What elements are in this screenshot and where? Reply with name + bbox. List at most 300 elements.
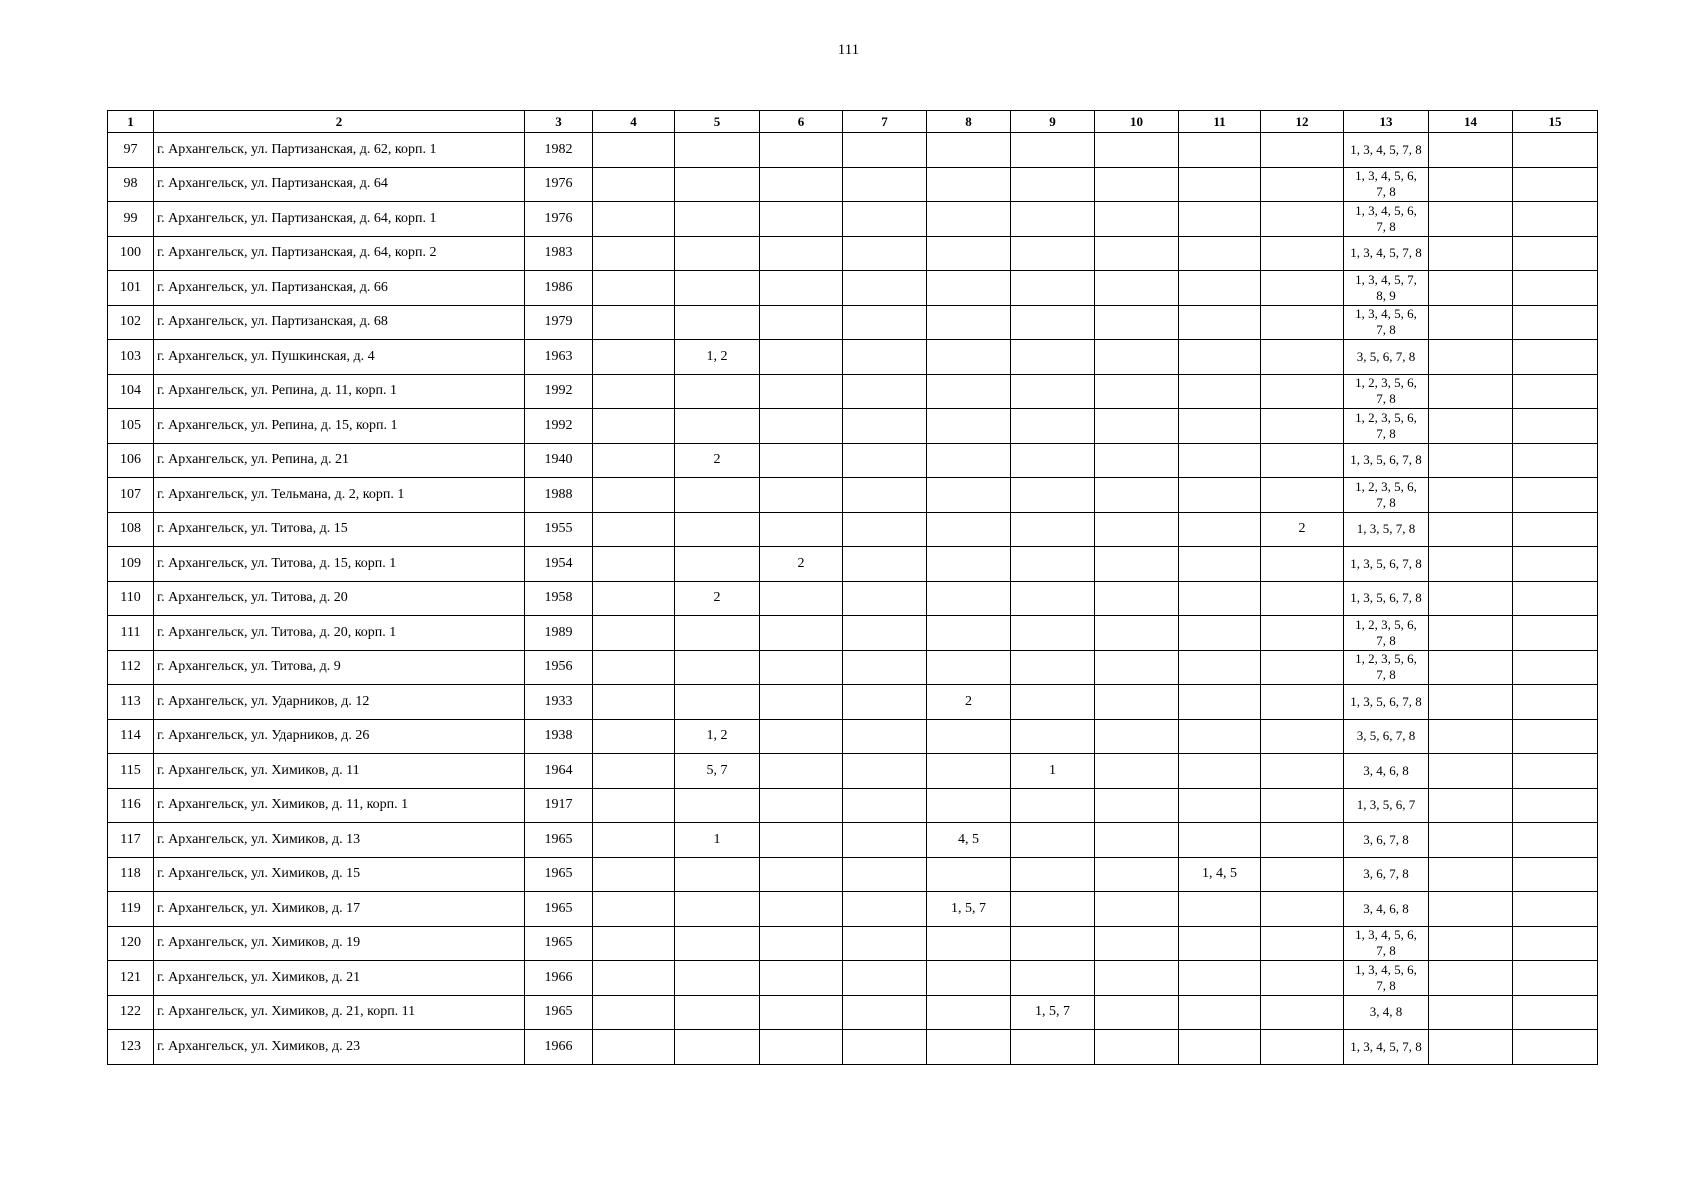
row-number-cell: 121: [108, 961, 154, 996]
col13-value: 1, 3, 4, 5, 7, 8: [1350, 245, 1422, 261]
col14-cell: [1429, 167, 1513, 202]
col12-cell: [1261, 961, 1344, 996]
col14-cell: [1429, 547, 1513, 582]
row-number-cell: 118: [108, 857, 154, 892]
col7-cell: [843, 409, 927, 444]
year-cell: 1954: [525, 547, 593, 582]
col8-cell: [927, 236, 1011, 271]
col13-value: 1, 3, 4, 5, 6, 7, 8: [1355, 306, 1417, 338]
col9-cell: [1011, 650, 1095, 685]
col13-value: 3, 4, 6, 8: [1363, 900, 1409, 916]
col10-cell: [1095, 1030, 1179, 1065]
col8-cell: 2: [927, 685, 1011, 720]
col9-cell: [1011, 202, 1095, 237]
col11-cell: [1179, 754, 1261, 789]
col12-cell: [1261, 581, 1344, 616]
col15-cell: [1513, 995, 1598, 1030]
col15-cell: [1513, 857, 1598, 892]
col9-cell: [1011, 443, 1095, 478]
col8-cell: [927, 650, 1011, 685]
col14-cell: [1429, 202, 1513, 237]
col7-cell: [843, 754, 927, 789]
col8-cell: 4, 5: [927, 823, 1011, 858]
col10-cell: [1095, 236, 1179, 271]
col14-cell: [1429, 512, 1513, 547]
col13-value: 1, 3, 4, 5, 7, 8: [1350, 141, 1422, 157]
row-number-cell: 110: [108, 581, 154, 616]
col4-cell: [593, 167, 675, 202]
year-cell: 1933: [525, 685, 593, 720]
col14-cell: [1429, 1030, 1513, 1065]
table-row: [108, 1030, 1598, 1065]
col14-cell: [1429, 340, 1513, 375]
column-header: 2: [154, 111, 525, 133]
col15-cell: [1513, 478, 1598, 513]
col15-cell: [1513, 961, 1598, 996]
col14-cell: [1429, 995, 1513, 1030]
address-cell: г. Архангельск, ул. Титова, д. 15: [154, 512, 525, 547]
col12-cell: [1261, 857, 1344, 892]
col10-cell: [1095, 271, 1179, 306]
col5-cell: [675, 547, 760, 582]
col13-value: 3, 4, 8: [1369, 1004, 1403, 1020]
col10-cell: [1095, 202, 1179, 237]
row-number-cell: 104: [108, 374, 154, 409]
col5-cell: [675, 374, 760, 409]
col4-cell: [593, 443, 675, 478]
col9-cell: [1011, 236, 1095, 271]
col8-cell: [927, 305, 1011, 340]
col10-cell: [1095, 340, 1179, 375]
col6-cell: [760, 133, 843, 168]
col13-value: 1, 3, 4, 5, 6, 7, 8: [1355, 927, 1417, 959]
col8-cell: [927, 754, 1011, 789]
col6-cell: [760, 961, 843, 996]
column-header: 8: [927, 111, 1011, 133]
header-row: [108, 111, 1598, 133]
col4-cell: [593, 236, 675, 271]
col12-cell: [1261, 374, 1344, 409]
col14-cell: [1429, 754, 1513, 789]
col14-cell: [1429, 478, 1513, 513]
col10-cell: [1095, 892, 1179, 927]
table-row: [108, 754, 1598, 789]
column-header: 15: [1513, 111, 1598, 133]
col14-cell: [1429, 374, 1513, 409]
col12-cell: [1261, 202, 1344, 237]
col9-cell: [1011, 581, 1095, 616]
table-row: [108, 650, 1598, 685]
col7-cell: [843, 305, 927, 340]
column-header: 6: [760, 111, 843, 133]
col6-cell: [760, 1030, 843, 1065]
col15-cell: [1513, 892, 1598, 927]
table-row: [108, 961, 1598, 996]
row-number-cell: 122: [108, 995, 154, 1030]
col11-cell: [1179, 547, 1261, 582]
col13-cell: [1344, 650, 1429, 685]
address-cell: г. Архангельск, ул. Химиков, д. 21, корп. 11: [154, 995, 525, 1030]
col8-cell: [927, 719, 1011, 754]
col11-cell: [1179, 719, 1261, 754]
year-cell: 1938: [525, 719, 593, 754]
col5-cell: [675, 995, 760, 1030]
table-row: [108, 236, 1598, 271]
col5-cell: [675, 926, 760, 961]
col13-cell: [1344, 1030, 1429, 1065]
col13-cell: [1344, 547, 1429, 582]
col13-cell: [1344, 857, 1429, 892]
col4-cell: [593, 581, 675, 616]
col6-cell: [760, 167, 843, 202]
col12-cell: [1261, 236, 1344, 271]
col13-cell: [1344, 167, 1429, 202]
col5-cell: 1, 2: [675, 340, 760, 375]
address-cell: г. Архангельск, ул. Партизанская, д. 68: [154, 305, 525, 340]
col13-cell: [1344, 202, 1429, 237]
col6-cell: [760, 995, 843, 1030]
col9-cell: [1011, 685, 1095, 720]
row-number-cell: 105: [108, 409, 154, 444]
col12-cell: [1261, 271, 1344, 306]
col10-cell: [1095, 547, 1179, 582]
col6-cell: [760, 236, 843, 271]
row-number-cell: 102: [108, 305, 154, 340]
year-cell: 1979: [525, 305, 593, 340]
year-cell: 1965: [525, 926, 593, 961]
col5-cell: [675, 133, 760, 168]
col12-cell: [1261, 788, 1344, 823]
col7-cell: [843, 547, 927, 582]
col13-cell: [1344, 133, 1429, 168]
year-cell: 1989: [525, 616, 593, 651]
col9-cell: [1011, 133, 1095, 168]
col9-cell: [1011, 892, 1095, 927]
col4-cell: [593, 409, 675, 444]
col9-cell: [1011, 823, 1095, 858]
col6-cell: [760, 374, 843, 409]
col6-cell: [760, 788, 843, 823]
year-cell: 1965: [525, 857, 593, 892]
col9-cell: [1011, 512, 1095, 547]
address-cell: г. Архангельск, ул. Партизанская, д. 62, корп. 1: [154, 133, 525, 168]
col10-cell: [1095, 616, 1179, 651]
col10-cell: [1095, 961, 1179, 996]
col13-value: 3, 6, 7, 8: [1363, 831, 1409, 847]
col11-cell: [1179, 650, 1261, 685]
col10-cell: [1095, 443, 1179, 478]
col7-cell: [843, 1030, 927, 1065]
row-number-cell: 120: [108, 926, 154, 961]
col13-cell: [1344, 961, 1429, 996]
col12-cell: [1261, 719, 1344, 754]
col5-cell: [675, 167, 760, 202]
col7-cell: [843, 685, 927, 720]
col11-cell: [1179, 236, 1261, 271]
col14-cell: [1429, 271, 1513, 306]
col6-cell: [760, 616, 843, 651]
col12-cell: [1261, 167, 1344, 202]
row-number-cell: 99: [108, 202, 154, 237]
col8-cell: 1, 5, 7: [927, 892, 1011, 927]
col13-value: 1, 3, 5, 6, 7: [1356, 797, 1416, 813]
col9-cell: [1011, 547, 1095, 582]
col15-cell: [1513, 754, 1598, 789]
col10-cell: [1095, 650, 1179, 685]
col12-cell: [1261, 926, 1344, 961]
col15-cell: [1513, 236, 1598, 271]
col9-cell: [1011, 167, 1095, 202]
col11-cell: [1179, 685, 1261, 720]
col13-value: 1, 2, 3, 5, 6, 7, 8: [1355, 651, 1417, 683]
col4-cell: [593, 650, 675, 685]
col11-cell: [1179, 512, 1261, 547]
row-number-cell: 114: [108, 719, 154, 754]
col6-cell: [760, 892, 843, 927]
col11-cell: [1179, 1030, 1261, 1065]
year-cell: 1956: [525, 650, 593, 685]
col9-cell: [1011, 857, 1095, 892]
col9-cell: [1011, 271, 1095, 306]
col11-cell: [1179, 374, 1261, 409]
col11-cell: [1179, 271, 1261, 306]
col15-cell: [1513, 443, 1598, 478]
address-cell: г. Архангельск, ул. Репина, д. 15, корп. 1: [154, 409, 525, 444]
col8-cell: [927, 961, 1011, 996]
col15-cell: [1513, 305, 1598, 340]
col6-cell: [760, 340, 843, 375]
col14-cell: [1429, 685, 1513, 720]
col7-cell: [843, 167, 927, 202]
col8-cell: [927, 788, 1011, 823]
col8-cell: [927, 340, 1011, 375]
address-cell: г. Архангельск, ул. Титова, д. 9: [154, 650, 525, 685]
col7-cell: [843, 650, 927, 685]
col12-cell: [1261, 754, 1344, 789]
row-number-cell: 112: [108, 650, 154, 685]
col5-cell: [675, 202, 760, 237]
year-cell: 1965: [525, 995, 593, 1030]
table-row: [108, 581, 1598, 616]
column-header: 5: [675, 111, 760, 133]
col14-cell: [1429, 650, 1513, 685]
col10-cell: [1095, 167, 1179, 202]
col5-cell: 1, 2: [675, 719, 760, 754]
col10-cell: [1095, 581, 1179, 616]
col14-cell: [1429, 823, 1513, 858]
column-header: 14: [1429, 111, 1513, 133]
address-cell: г. Архангельск, ул. Химиков, д. 15: [154, 857, 525, 892]
year-cell: 1940: [525, 443, 593, 478]
table-row: [108, 857, 1598, 892]
table-row: [108, 685, 1598, 720]
col6-cell: [760, 443, 843, 478]
col6-cell: [760, 202, 843, 237]
col10-cell: [1095, 512, 1179, 547]
table-row: [108, 995, 1598, 1030]
col10-cell: [1095, 374, 1179, 409]
col7-cell: [843, 271, 927, 306]
col9-cell: [1011, 478, 1095, 513]
col8-cell: [927, 271, 1011, 306]
table-row: [108, 788, 1598, 823]
col14-cell: [1429, 581, 1513, 616]
address-cell: г. Архангельск, ул. Репина, д. 11, корп. 1: [154, 374, 525, 409]
col5-cell: [675, 409, 760, 444]
col13-value: 1, 3, 5, 6, 7, 8: [1350, 590, 1422, 606]
col10-cell: [1095, 409, 1179, 444]
col9-cell: [1011, 926, 1095, 961]
column-header: 12: [1261, 111, 1344, 133]
page-number: 111: [837, 42, 860, 58]
address-cell: г. Архангельск, ул. Ударников, д. 12: [154, 685, 525, 720]
year-cell: 1965: [525, 823, 593, 858]
col10-cell: [1095, 305, 1179, 340]
col13-value: 1, 3, 4, 5, 7, 8, 9: [1355, 271, 1417, 303]
row-number-cell: 107: [108, 478, 154, 513]
col9-cell: [1011, 374, 1095, 409]
col13-cell: [1344, 340, 1429, 375]
col12-cell: [1261, 340, 1344, 375]
col13-cell: [1344, 926, 1429, 961]
col8-cell: [927, 202, 1011, 237]
col13-cell: [1344, 892, 1429, 927]
col5-cell: [675, 650, 760, 685]
col5-cell: [675, 892, 760, 927]
table-row: [108, 823, 1598, 858]
column-header: 11: [1179, 111, 1261, 133]
col15-cell: [1513, 340, 1598, 375]
col14-cell: [1429, 616, 1513, 651]
col5-cell: [675, 857, 760, 892]
col9-cell: [1011, 1030, 1095, 1065]
col7-cell: [843, 133, 927, 168]
col10-cell: [1095, 926, 1179, 961]
year-cell: 1917: [525, 788, 593, 823]
year-cell: 1963: [525, 340, 593, 375]
table-row: [108, 512, 1598, 547]
col12-cell: [1261, 685, 1344, 720]
col5-cell: 2: [675, 443, 760, 478]
col12-cell: [1261, 995, 1344, 1030]
col15-cell: [1513, 512, 1598, 547]
col7-cell: [843, 581, 927, 616]
year-cell: 1966: [525, 961, 593, 996]
col14-cell: [1429, 443, 1513, 478]
table-row: [108, 133, 1598, 168]
col13-cell: [1344, 271, 1429, 306]
col8-cell: [927, 926, 1011, 961]
col7-cell: [843, 995, 927, 1030]
col8-cell: [927, 512, 1011, 547]
col7-cell: [843, 616, 927, 651]
address-cell: г. Архангельск, ул. Титова, д. 20, корп. 1: [154, 616, 525, 651]
col13-value: 1, 3, 5, 6, 7, 8: [1350, 452, 1422, 468]
table-row: [108, 719, 1598, 754]
col13-value: 3, 6, 7, 8: [1363, 866, 1409, 882]
address-cell: г. Архангельск, ул. Химиков, д. 17: [154, 892, 525, 927]
col7-cell: [843, 374, 927, 409]
col9-cell: 1, 5, 7: [1011, 995, 1095, 1030]
col11-cell: [1179, 995, 1261, 1030]
col12-cell: [1261, 133, 1344, 168]
column-header: 10: [1095, 111, 1179, 133]
row-number-cell: 98: [108, 167, 154, 202]
table-row: [108, 167, 1598, 202]
col13-value: 1, 2, 3, 5, 6, 7, 8: [1355, 409, 1417, 441]
col4-cell: [593, 823, 675, 858]
address-cell: г. Архангельск, ул. Химиков, д. 11, корп. 1: [154, 788, 525, 823]
col11-cell: [1179, 926, 1261, 961]
col11-cell: [1179, 823, 1261, 858]
col14-cell: [1429, 133, 1513, 168]
col9-cell: [1011, 340, 1095, 375]
row-number-cell: 109: [108, 547, 154, 582]
col6-cell: [760, 719, 843, 754]
col13-value: 3, 4, 6, 8: [1363, 762, 1409, 778]
address-cell: г. Архангельск, ул. Ударников, д. 26: [154, 719, 525, 754]
table-row: [108, 202, 1598, 237]
col10-cell: [1095, 823, 1179, 858]
col13-value: 1, 3, 4, 5, 6, 7, 8: [1355, 168, 1417, 200]
col15-cell: [1513, 788, 1598, 823]
col11-cell: 1, 4, 5: [1179, 857, 1261, 892]
col11-cell: [1179, 409, 1261, 444]
col8-cell: [927, 616, 1011, 651]
col9-cell: 1: [1011, 754, 1095, 789]
col4-cell: [593, 202, 675, 237]
col4-cell: [593, 305, 675, 340]
column-header: 7: [843, 111, 927, 133]
col10-cell: [1095, 754, 1179, 789]
col6-cell: [760, 685, 843, 720]
col12-cell: [1261, 409, 1344, 444]
table-row: [108, 926, 1598, 961]
row-number-cell: 116: [108, 788, 154, 823]
col15-cell: [1513, 650, 1598, 685]
col11-cell: [1179, 340, 1261, 375]
address-cell: г. Архангельск, ул. Химиков, д. 19: [154, 926, 525, 961]
col13-value: 3, 5, 6, 7, 8: [1356, 728, 1416, 744]
row-number-cell: 111: [108, 616, 154, 651]
column-header: 1: [108, 111, 154, 133]
year-cell: 1983: [525, 236, 593, 271]
col10-cell: [1095, 133, 1179, 168]
col5-cell: [675, 271, 760, 306]
row-number-cell: 101: [108, 271, 154, 306]
col11-cell: [1179, 443, 1261, 478]
col14-cell: [1429, 788, 1513, 823]
col5-cell: [675, 478, 760, 513]
col11-cell: [1179, 616, 1261, 651]
column-header: 9: [1011, 111, 1095, 133]
year-cell: 1955: [525, 512, 593, 547]
col9-cell: [1011, 305, 1095, 340]
col4-cell: [593, 788, 675, 823]
col4-cell: [593, 271, 675, 306]
col15-cell: [1513, 926, 1598, 961]
col13-value: 1, 2, 3, 5, 6, 7, 8: [1355, 616, 1417, 648]
col5-cell: [675, 616, 760, 651]
col7-cell: [843, 236, 927, 271]
col13-value: 1, 3, 4, 5, 6, 7, 8: [1355, 961, 1417, 993]
col12-cell: [1261, 478, 1344, 513]
col8-cell: [927, 995, 1011, 1030]
col13-cell: [1344, 236, 1429, 271]
col5-cell: [675, 512, 760, 547]
col12-cell: 2: [1261, 512, 1344, 547]
col11-cell: [1179, 305, 1261, 340]
